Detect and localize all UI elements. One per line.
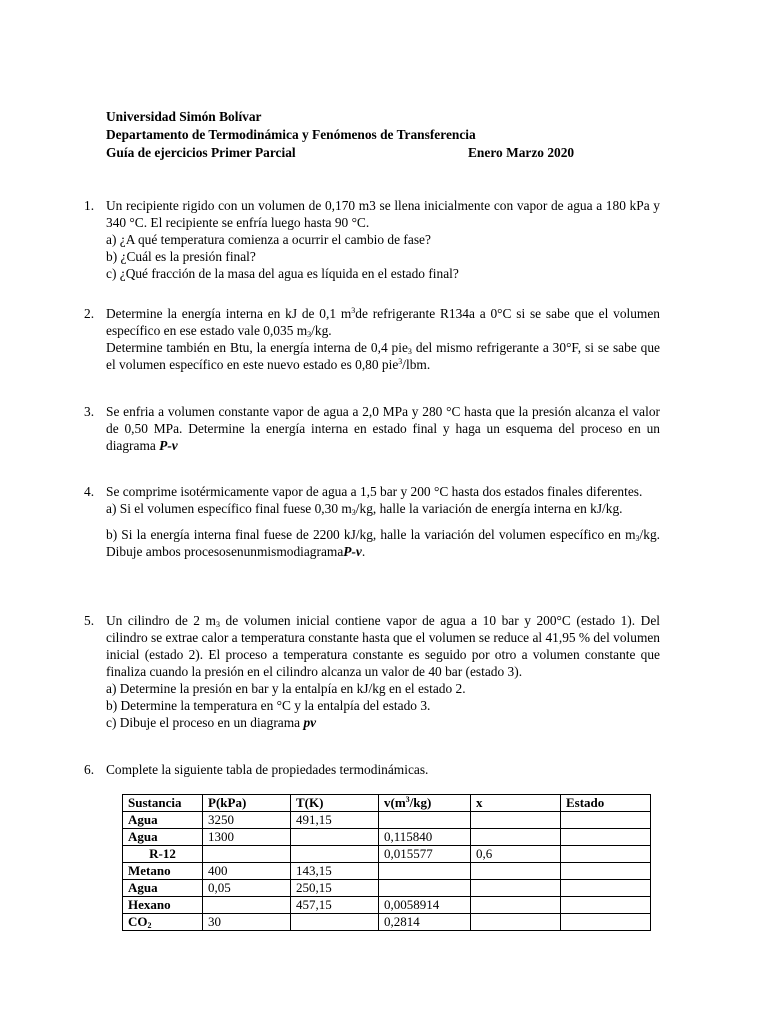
cell-temperature: 491,15 (291, 812, 379, 829)
cell-estado (561, 914, 651, 931)
cell-specific-volume (379, 880, 471, 897)
diagram-label: P-v (159, 438, 178, 453)
cell-estado (561, 897, 651, 914)
question-number: 5. (84, 613, 95, 628)
question-text: Se comprime isotérmicamente vapor de agua a 1,5 bar y 200 °C hasta dos estados finales diferentes. (106, 484, 643, 499)
cell-sustancia: Hexano (123, 897, 203, 914)
header-estado: Estado (561, 795, 651, 812)
question-body (106, 403, 660, 454)
subquestion-a: a) ¿A qué temperatura comienza a ocurrir el cambio de fase? (106, 232, 431, 247)
diagram-label: pv (303, 715, 317, 730)
cell-temperature (291, 829, 379, 846)
department-name: Departamento de Termodinámica y Fenómenos de Transferencia (106, 127, 476, 142)
cell-estado (561, 863, 651, 880)
question-number: 1. (84, 198, 95, 213)
cell-sustancia: Agua (123, 880, 203, 897)
cell-pressure: 1300 (203, 829, 291, 846)
cell-specific-volume (379, 863, 471, 880)
table-header-row (123, 795, 651, 812)
table-row (123, 897, 651, 914)
subquestion-a: a) Si el volumen específico final fuese 0,30 $m_3/kg$, halle la variación de energía interna en kJ/kg. (106, 501, 623, 517)
question-text: Un recipiente rigido con un volumen de 0,170 m3 se llena inicialmente con vapor de agua a 180 kPa y 340 °C. El recipiente se enfría luego hasta 90 °C. (106, 198, 660, 230)
cell-quality (471, 829, 561, 846)
cell-pressure: 400 (203, 863, 291, 880)
cell-sustancia: R-12 (123, 846, 203, 863)
cell-specific-volume: 0,2814 (379, 914, 471, 931)
cell-temperature (291, 914, 379, 931)
header-specific-volume: $v(m^3/kg)$ (379, 795, 471, 812)
cell-sustancia: Metano (123, 863, 203, 880)
cell-estado (561, 846, 651, 863)
cell-pressure: 30 (203, 914, 291, 931)
question-text: Complete la siguiente tabla de propiedades termodinámicas. (106, 762, 429, 777)
cell-pressure (203, 897, 291, 914)
table-row (123, 812, 651, 829)
cell-pressure: 3250 (203, 812, 291, 829)
cell-sustancia: Agua (123, 829, 203, 846)
document-header (106, 108, 586, 162)
question-body (106, 197, 660, 282)
question-text: Un cilindro de 2 $m_3$ de volumen inicial contiene vapor de agua a 10 bar y 200°C (estado 1). Del cilindro se extrae calor a temperatura constante hasta que el volumen se reduce al 41,95 % del volumen inicial (estado 2). El proceso a temperatura constante es seguido por otro a volumen constante que finaliza cuando la presión en el cilindro alcanza un valor de 40 bar (estado 3). (106, 613, 661, 679)
subquestion-b: b) Si la energía interna final fuese de 2200 kJ/kg, halle la variación del volumen específico en $m_3/kg$. Dibuje ambos procesosenunmismodiagramaP-v. (106, 527, 660, 559)
cell-pressure (203, 846, 291, 863)
cell-temperature (291, 846, 379, 863)
cell-quality (471, 914, 561, 931)
cell-specific-volume (379, 812, 471, 829)
question-number: 3. (84, 404, 95, 419)
question-body (106, 483, 660, 560)
cell-sustancia: $CO_2$ (123, 914, 203, 931)
guide-line (106, 144, 586, 162)
table-row (123, 863, 651, 880)
subquestion-a: a) Determine la presión en bar y la entalpía en kJ/kg en el estado 2. (106, 681, 466, 696)
question-paragraph-2: Determine también en Btu, la energía interna de 0,4 pie$_3$ del mismo refrigerante a 30°F, si se sabe que el volumen específico en este nuevo estado es 0,80 pie$^3$/lbm. (106, 340, 661, 372)
subquestion-b: b) Determine la temperatura en °C y la entalpía del estado 3. (106, 698, 431, 713)
subquestion-b: b) ¿Cuál es la presión final? (106, 249, 256, 264)
question-number: 4. (84, 484, 95, 499)
cell-pressure: 0,05 (203, 880, 291, 897)
table-row (123, 829, 651, 846)
university-name: Universidad Simón Bolívar (106, 109, 262, 124)
cell-temperature: 457,15 (291, 897, 379, 914)
question-number: 2. (84, 306, 95, 321)
subquestion-c: c) Dibuje el proceso en un diagrama pv (106, 715, 317, 730)
header-pressure: P(kPa) (203, 795, 291, 812)
cell-temperature: 143,15 (291, 863, 379, 880)
question-paragraph-1: Determine la energía interna en kJ de 0,1 $m^3de$ refrigerante R134a a 0°C si se sabe que el volumen específico en ese estado vale 0,035 $m_3/kg$. (106, 306, 660, 339)
table-row (123, 880, 651, 897)
cell-quality (471, 812, 561, 829)
subquestion-c: c) ¿Qué fracción de la masa del agua es líquida en el estado final? (106, 266, 459, 281)
cell-temperature: 250,15 (291, 880, 379, 897)
cell-estado (561, 829, 651, 846)
question-body (106, 305, 660, 373)
cell-quality (471, 897, 561, 914)
cell-specific-volume: 0,115840 (379, 829, 471, 846)
header-temperature: T(K) (291, 795, 379, 812)
cell-quality (471, 880, 561, 897)
question-text: Se enfria a volumen constante vapor de agua a 2,0 MPa y 280 °C hasta que la presión alcanza el valor de 0,50 MPa. Determine la energía interna en estado final y haga un esquema del proceso en un diagrama P-v (106, 404, 660, 453)
cell-estado (561, 812, 651, 829)
cell-specific-volume: 0,0058914 (379, 897, 471, 914)
cell-specific-volume: 0,015577 (379, 846, 471, 863)
table-row (123, 914, 651, 931)
cell-sustancia: Agua (123, 812, 203, 829)
diagram-label: P-v (343, 544, 362, 559)
header-quality: x (471, 795, 561, 812)
cell-quality: 0,6 (471, 846, 561, 863)
guide-title: Guía de ejercicios Primer Parcial (106, 145, 296, 160)
properties-table (122, 794, 651, 931)
header-sustancia: Sustancia (123, 795, 203, 812)
question-body (106, 612, 660, 731)
question-number: 6. (84, 762, 95, 777)
question-body (106, 761, 660, 778)
cell-estado (561, 880, 651, 897)
table-row (123, 846, 651, 863)
guide-date: Enero Marzo 2020 (468, 145, 575, 160)
cell-quality (471, 863, 561, 880)
